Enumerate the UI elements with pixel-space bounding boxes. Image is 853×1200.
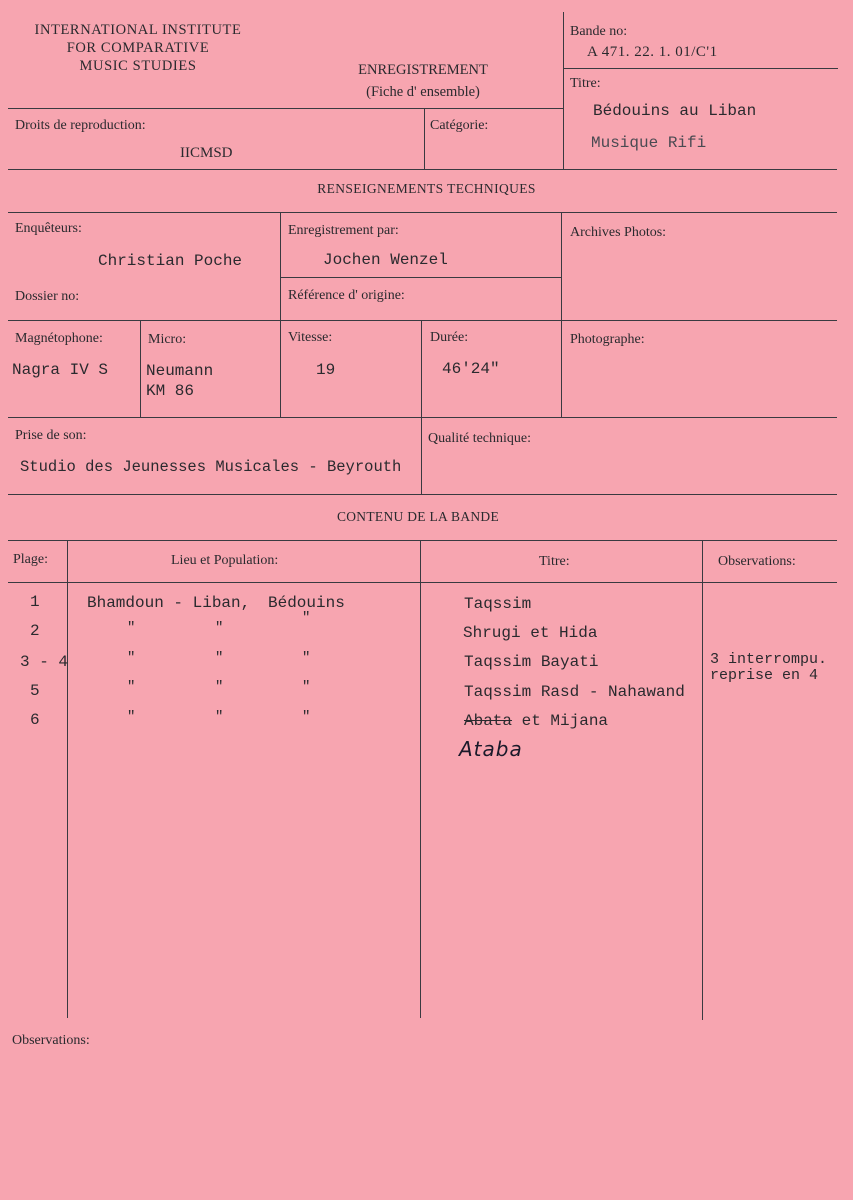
table-row-1-lieu: Bhamdoun - Liban, [87,594,251,612]
rule-enreg-bottom [280,277,561,278]
micro-value [146,361,213,401]
column-header-lieu: Lieu et Population: [171,553,279,568]
table-row-5-plage: 5 [30,682,40,700]
institute-line-3: MUSIC STUDIES [79,58,197,74]
rule-v1 [280,212,281,417]
titre-value-1: Bédouins au Liban [593,102,757,120]
observations-footer-label: Observations: [12,1033,90,1048]
table-row-3-ditto-lieu: " [127,650,136,666]
magnetophone-label: Magnétophone: [15,331,103,346]
micro-value-line-2: KM 86 [146,382,195,400]
table-row-5-titre: Taqssim Rasd - Nahawand [464,683,685,701]
column-header-plage: Plage: [13,552,48,567]
prise-de-son-label: Prise de son: [15,428,87,443]
rule-title-right-v [563,12,564,170]
table-row-2-ditto-pays: " [215,620,224,636]
table-row-6-ditto-population: " [302,709,311,725]
table-row-6-ditto-lieu: " [127,709,136,725]
droits-label: Droits de reproduction: [15,118,146,133]
dossier-label: Dossier no: [15,289,80,304]
table-row-3-ditto-pays: " [215,650,224,666]
section-renseignements-techniques: RENSEIGNEMENTS TECHNIQUES [317,181,536,196]
form-title-line-1: ENREGISTREMENT [358,62,488,78]
duree-label: Durée: [430,330,469,345]
rule-prise-bottom [8,494,837,495]
rule-content-top [8,540,837,541]
enqueteurs-label: Enquêteurs: [15,221,82,236]
table-row-3-ditto-population: " [302,650,311,666]
table-row-3-plage: 3 - 4 [20,653,69,671]
institute-name [18,21,258,75]
micro-value-line-1: Neumann [146,362,214,380]
rule-droits-top [8,108,564,109]
magnetophone-value: Nagra IV S [12,361,109,379]
table-row-6-titre-rest: et Mijana [512,712,609,730]
titre-value-2: Musique Rifi [591,134,707,152]
rule-v2 [561,212,562,418]
form-title-line-2: (Fiche d' ensemble) [366,84,480,100]
section-contenu-de-la-bande: CONTENU DE LA BANDE [336,509,500,524]
row-observation-line-1: 3 interrompu. [710,651,828,668]
enregistrement-par-value: Jochen Wenzel [323,251,448,269]
categorie-label: Catégorie: [430,118,489,133]
column-header-titre: Titre: [539,554,570,569]
table-row-3-titre: Taqssim Bayati [464,653,599,671]
enqueteurs-value: Christian Poche [98,252,243,270]
table-row-3-observation [710,652,827,684]
table-row-2-plage: 2 [30,622,40,640]
vitesse-value: 19 [316,361,336,379]
photographe-label: Photographe: [570,332,645,347]
bande-value: A 471. 22. 1. 01/C'1 [587,44,718,60]
form-title [330,59,516,103]
rule-col-titre [420,540,421,1018]
row-observation-line-2: reprise en 4 [710,667,819,684]
table-row-1-plage: 1 [30,593,40,611]
table-row-6-titre [464,712,608,730]
rule-qualite-v [421,417,422,494]
bande-label: Bande no: [570,24,628,39]
table-row-6-titre-struck: Abata [464,712,513,730]
vitesse-label: Vitesse: [288,330,333,345]
rule-col-obs [702,540,703,1020]
duree-value: 46'24" [442,360,500,378]
titre-label: Titre: [570,76,601,91]
table-row-1-titre: Taqssim [464,595,532,613]
institute-line-1: INTERNATIONAL INSTITUTE [34,22,242,38]
rule-content-header-bottom [8,582,837,583]
rule-tech-bottom [8,212,837,213]
column-header-observations: Observations: [718,554,796,569]
rule-header-bottom [8,169,837,170]
droits-value: IICMSD [180,145,233,161]
rule-micro-v [140,320,141,417]
rule-categorie-v [424,108,425,170]
table-row-6-plage: 6 [30,711,40,729]
rule-row2-bottom [8,320,837,321]
table-row-5-ditto-pays: " [215,679,224,695]
table-row-1-population: Bédouins [268,594,345,612]
institute-line-2: FOR COMPARATIVE [66,40,210,56]
table-row-5-ditto-lieu: " [127,679,136,695]
rule-duree-v [421,320,422,417]
table-row-5-ditto-population: " [302,679,311,695]
rule-col-plage [67,540,68,1018]
prise-de-son-value: Studio des Jeunesses Musicales - Beyrouth [20,458,402,476]
table-row-1-ditto-population: " [302,610,311,626]
archives-photos-label: Archives Photos: [570,225,667,240]
table-row-2-titre: Shrugi et Hida [463,624,598,642]
table-row-2-ditto-lieu: " [127,620,136,636]
rule-row3-bottom [8,417,837,418]
micro-label: Micro: [148,332,187,347]
handwritten-correction: Ataba [459,737,523,761]
reference-label: Référence d' origine: [288,288,405,303]
table-row-6-ditto-pays: " [215,709,224,725]
rule-titre-top [563,68,838,69]
qualite-label: Qualité technique: [428,431,532,446]
enregistrement-par-label: Enregistrement par: [288,223,399,238]
